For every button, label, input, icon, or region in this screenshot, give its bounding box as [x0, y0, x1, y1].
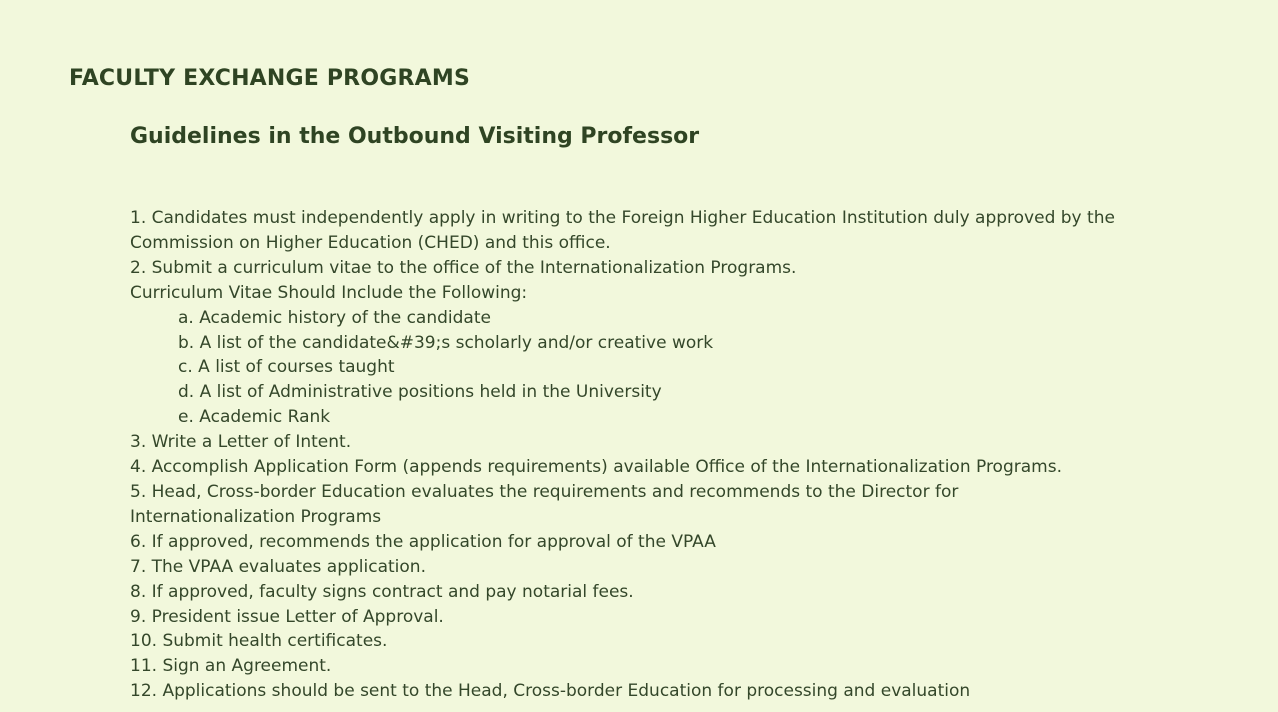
guideline-line: 3. Write a Letter of Intent. [130, 432, 352, 453]
guideline-line: 7. The VPAA evaluates application. [130, 556, 426, 577]
page-title: FACULTY EXCHANGE PROGRAMS [69, 66, 470, 91]
guideline-line: 1. Candidates must independently apply in writing to the Foreign Higher Education Institution duly approved by the [130, 208, 1115, 228]
guideline-line: 6. If approved, recommends the application for approval of the VPAA [130, 531, 716, 552]
guideline-line: 4. Accomplish Application Form (appends requirements) available Office of the Internationalization Programs. [130, 457, 1062, 478]
guideline-line: Internationalization Programs [130, 506, 382, 527]
cv-includes-heading: Curriculum Vitae Should Include the Following: [130, 282, 528, 303]
guideline-line: 10. Submit health certificates. [130, 631, 388, 652]
cv-requirement-item: b. A list of the candidate&#39;s scholarly and/or creative work [178, 332, 714, 353]
guideline-line: 2. Submit a curriculum vitae to the office of the Internationalization Programs. [130, 257, 797, 278]
guideline-line: Commission on Higher Education (CHED) and this office. [130, 232, 611, 253]
guideline-line: 8. If approved, faculty signs contract and pay notarial fees. [130, 581, 634, 602]
section-subtitle: Guidelines in the Outbound Visiting Professor [130, 124, 700, 149]
cv-requirement-item: e. Academic Rank [178, 407, 331, 428]
guidelines-list [130, 206, 1250, 704]
cv-requirement-item: c. A list of courses taught [178, 357, 395, 378]
guideline-line: 11. Sign an Agreement. [130, 656, 332, 677]
guideline-line: 9. President issue Letter of Approval. [130, 606, 444, 627]
cv-requirement-item: d. A list of Administrative positions held in the University [178, 382, 662, 403]
guideline-line: 5. Head, Cross-border Education evaluates the requirements and recommends to the Director for [130, 481, 959, 502]
cv-requirement-item: a. Academic history of the candidate [178, 307, 491, 328]
guideline-line: 12. Applications should be sent to the Head, Cross-border Education for processing and evaluation [130, 681, 971, 702]
